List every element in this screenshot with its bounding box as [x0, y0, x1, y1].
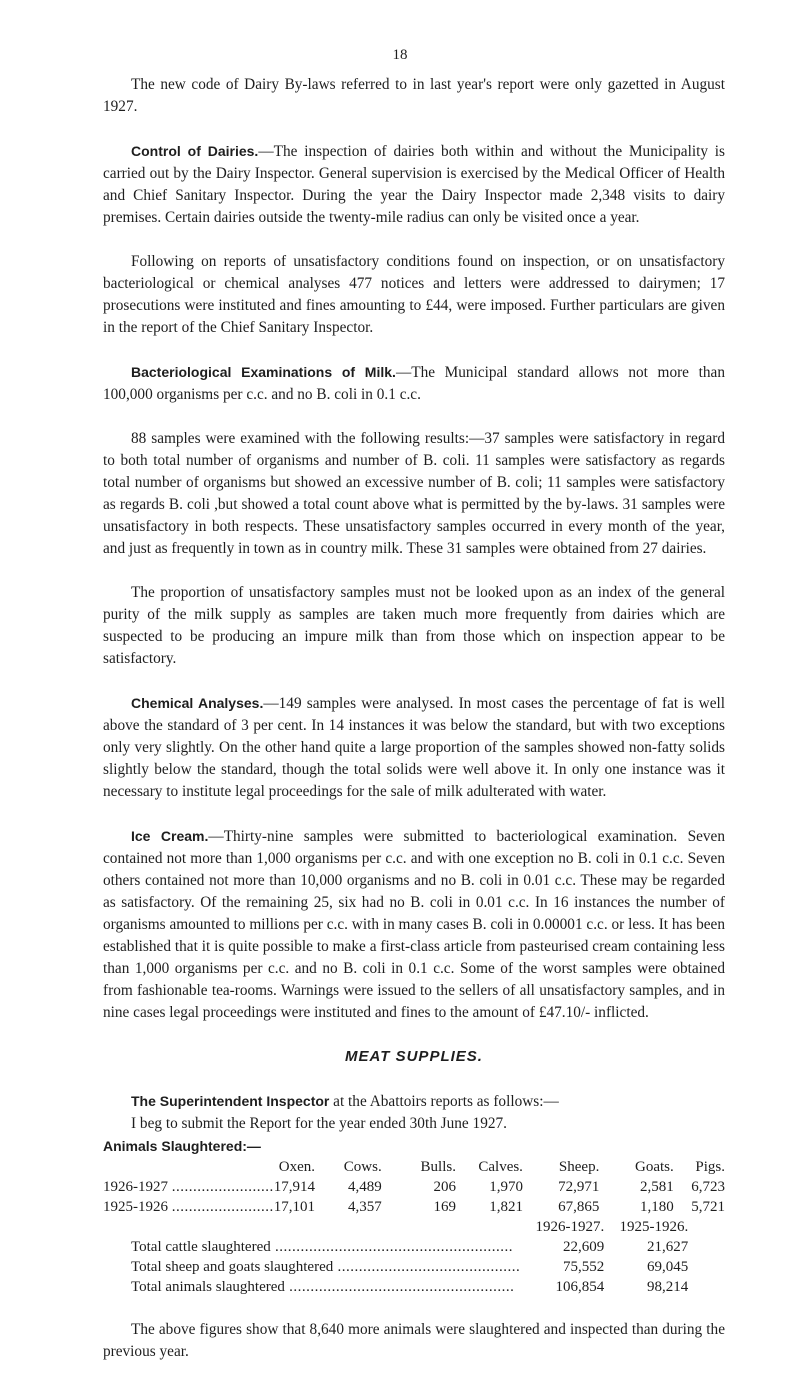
- table-cell: 106,854: [555, 1279, 605, 1295]
- document-body: [103, 74, 725, 1385]
- animals-heading: Animals Slaughtered:—: [103, 1138, 261, 1154]
- table-cell: 69,045: [646, 1259, 689, 1275]
- table-cell: 4,357: [347, 1199, 382, 1215]
- leader-dots: ...........................................: [333, 1259, 521, 1275]
- control-heading: Control of Dairies.: [131, 143, 259, 159]
- ice-cream-text: —Thirty-nine samples were submitted to bacteriological examination. Seven contained not more than 1,000 organisms per c.c. and with one exception no B. coli in 0.1 c.c. Seven others contained not more than 10,000 organisms and no B. coli in 0.01 c.c. These may be regarded as satisfactory. Of the remaining 25, six had no B. coli in 0.01 c.c. In 16 instances the number of organisms amounted to millions per c.c. with in many cases B. coli in 0.00001 c.c. or less. It has been established that it is quite possible to make a first-class article from pasteurised cream containing less than 1,000 organisms per c.c. and no B. coli in 0.1 c.c. Some of the worst samples were obtained from fashionable tea-rooms. Warnings were issued to the sellers of all unsatisfactory samples, and in nine cases legal proceedings were instituted and fines to the amount of £47.10/- inflicted.: [103, 828, 725, 1021]
- column-header: 1925-1926.: [619, 1219, 689, 1235]
- column-header: 1926-1927.: [535, 1219, 605, 1235]
- meat-supplies-title: MEAT SUPPLIES.: [345, 1048, 483, 1065]
- animals-header-row: [103, 1157, 725, 1177]
- column-header: Calves.: [478, 1159, 523, 1175]
- superintendent-text: at the Abattoirs reports as follows:—: [329, 1093, 559, 1110]
- leader-dots: ........................: [171, 1179, 274, 1195]
- proportion-paragraph: The proportion of unsatisfactory samples must not be looked upon as an index of the general purity of the milk supply as samples are taken much more frequently from dairies which are suspected to be producing an impure milk than from those which on inspection appear to be satisfactory.: [103, 584, 725, 667]
- samples-paragraph: 88 samples were examined with the following results:—37 samples were satisfactory in regard to both total number of organisms and number of B. coli. 11 samples were satisfactory as regards total number of organisms but showed an excessive number of B. coli; 11 samples were satisfactory as regards B. coli ,but showed a total count above what is permitted by the by-laws. 31 samples were unsatisfactory in both respects. These unsatisfactory samples occurred in every month of the year, and just as frequently in town as in country milk. These 31 samples were obtained from 27 dairies.: [103, 430, 725, 557]
- table-cell: 2,581: [639, 1179, 674, 1195]
- table-cell: 21,627: [646, 1239, 689, 1255]
- leader-dots: ........................................................: [270, 1239, 513, 1255]
- chemical-heading: Chemical Analyses.: [131, 695, 264, 711]
- table-cell: 72,971: [558, 1179, 600, 1195]
- bacteriological-text: —The Municipal standard allows not more than 100,000 organisms per c.c. and no B. coli in 0.1 c.c.: [103, 364, 725, 403]
- ice-cream-heading: Ice Cream.: [131, 828, 209, 844]
- table-cell: 5,721: [691, 1199, 725, 1215]
- row-label: 1926-1927: [103, 1179, 168, 1195]
- row-label: 1925-1926: [103, 1199, 168, 1215]
- row-label: Total sheep and goats slaughtered: [131, 1259, 334, 1275]
- totals-header-row: [131, 1217, 688, 1237]
- leader-dots: ........................: [171, 1199, 274, 1215]
- table-row: [131, 1277, 688, 1297]
- following-paragraph: Following on reports of unsatisfactory conditions found on inspection, or on unsatisfactory bacteriological or chemical analyses 477 notices and letters were addressed to dairymen; 17 prosecutions were instituted and fines amounting to £44, were imposed. Further particulars are given in the report of the Chief Sanitary Inspector.: [103, 253, 725, 336]
- column-header: Goats.: [634, 1159, 674, 1175]
- superintendent-heading: The Superintendent Inspector: [131, 1093, 330, 1109]
- table-cell: 169: [433, 1199, 456, 1215]
- chemical-paragraph: [103, 692, 725, 803]
- table-cell: 67,865: [558, 1199, 600, 1215]
- leader-dots: .....................................................: [284, 1279, 515, 1295]
- closing-paragraph: The above figures show that 8,640 more animals were slaughtered and inspected than during the previous year.: [103, 1321, 725, 1360]
- chemical-text: —149 samples were analysed. In most cases the percentage of fat is well above the standard of 3 per cent. In 14 instances it was below the standard, but with two exceptions only very slightly. On the other hand quite a large proportion of the samples showed non-fatty solids slightly below the standard, though the total solids were well above it. In only one instance was it necessary to institute legal proceedings for the sale of milk adulterated with water.: [103, 695, 725, 800]
- table-row: [103, 1197, 725, 1217]
- animals-slaughtered-table: [103, 1157, 725, 1217]
- column-header: Cows.: [343, 1159, 382, 1175]
- control-text: —The inspection of dairies both within and without the Municipality is carried out by the Dairy Inspector. General supervision is exercised by the Medical Officer of Health and Chief Sanitary Inspector. During the year the Dairy Inspector made 2,348 visits to dairy premises. Certain dairies outside the twenty-mile radius can only be visited once a year.: [103, 143, 725, 226]
- table-cell: 22,609: [562, 1239, 605, 1255]
- column-header: Oxen.: [278, 1159, 315, 1175]
- table-cell: 98,214: [646, 1279, 689, 1295]
- report-line: I beg to submit the Report for the year ended 30th June 1927.: [131, 1115, 507, 1132]
- table-row: [131, 1257, 688, 1277]
- intro-paragraph: The new code of Dairy By-laws referred to in last year's report were only gazetted in August 1927.: [103, 76, 725, 115]
- superintendent-paragraph: [103, 1090, 725, 1113]
- table-cell: 206: [433, 1179, 456, 1195]
- table-cell: 6,723: [691, 1179, 725, 1195]
- control-paragraph: [103, 140, 725, 229]
- table-row: [103, 1177, 725, 1197]
- table-cell: 1,970: [489, 1179, 523, 1195]
- table-cell: 1,180: [639, 1199, 674, 1215]
- totals-table: [131, 1217, 688, 1297]
- table-cell: 4,489: [347, 1179, 382, 1195]
- column-header: Sheep.: [558, 1159, 600, 1175]
- page-number: 18: [392, 47, 408, 63]
- table-cell: 75,552: [562, 1259, 605, 1275]
- table-row: [131, 1237, 688, 1257]
- row-label: Total cattle slaughtered: [131, 1239, 271, 1255]
- bacteriological-paragraph: [103, 361, 725, 406]
- column-header: Bulls.: [420, 1159, 456, 1175]
- table-cell: 1,821: [489, 1199, 523, 1215]
- ice-cream-paragraph: [103, 825, 725, 1024]
- table-cell: 17,914: [273, 1179, 315, 1195]
- bacteriological-heading: Bacteriological Examinations of Milk.: [131, 364, 396, 380]
- table-cell: 17,101: [273, 1199, 315, 1215]
- column-header: Pigs.: [695, 1159, 725, 1175]
- row-label: Total animals slaughtered: [131, 1279, 285, 1295]
